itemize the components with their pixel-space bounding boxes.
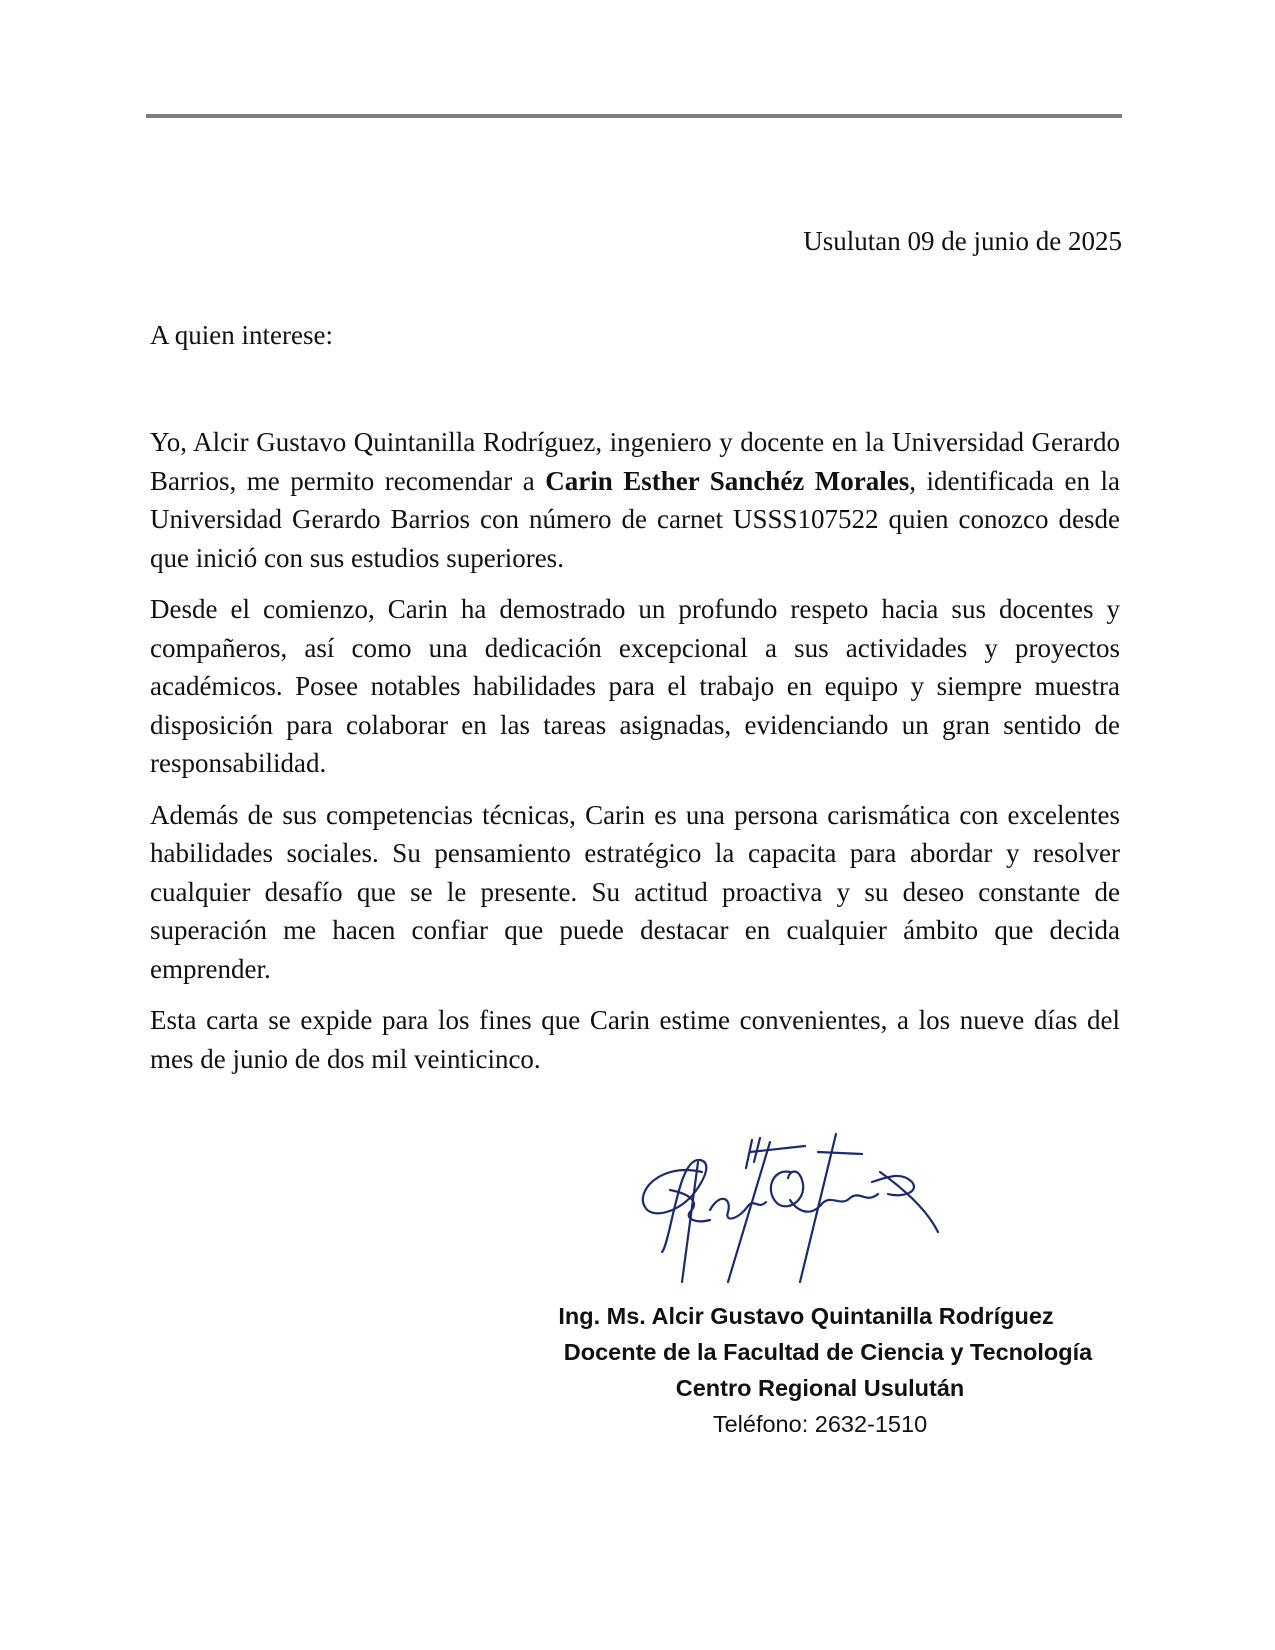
signer-name: Ing. Ms. Alcir Gustavo Quintanilla Rodríguez xyxy=(558,1303,1054,1329)
salutation: A quien interese: xyxy=(150,320,333,350)
handwritten-signature xyxy=(640,1132,970,1302)
signer-role: Docente de la Facultad de Ciencia y Tecnología xyxy=(563,1339,1093,1365)
signer-center: Centro Regional Usulután xyxy=(675,1375,965,1401)
letter-body xyxy=(150,423,1120,1091)
paragraph-competencies: Además de sus competencias técnicas, Carin es una persona carismática con excelentes habilidades sociales. Su pensamiento estratégico la capacita para abordar y resolver cualquier desafío que se le presente. Su actitud proactiva y su deseo constante de superación me hacen confiar que puede destacar en cualquier ámbito que decida emprender. xyxy=(150,799,1120,984)
paragraph-qualities: Desde el comienzo, Carin ha demostrado un profundo respeto hacia sus docentes y compañeros, así como una dedicación excepcional a sus actividades y proyectos académicos. Posee notables habilidades para el trabajo en equipo y siempre muestra disposición para colaborar en las tareas asignadas, evidenciando un gran sentido de responsabilidad. xyxy=(150,594,1120,778)
signer-phone: Teléfono: 2632-1510 xyxy=(712,1411,928,1437)
paragraph-introduction: Yo, Alcir Gustavo Quintanilla Rodríguez, ingeniero y docente en la Universidad Gerardo Barrios, me permito recomendar a Carin Esther Sanchéz Morales, identificada en la Universidad Gerardo Barrios con número de carnet USSS107522 quien conozco desde que inició con sus estudios superiores. xyxy=(150,427,1121,573)
signature-block xyxy=(520,1298,1120,1442)
header-rule xyxy=(146,114,1122,118)
paragraph-closing: Esta carta se expide para los fines que Carin estime convenientes, a los nueve días del mes de junio de dos mil veinticinco. xyxy=(150,1005,1120,1074)
student-name: Carin Esther Sanchéz Morales xyxy=(545,465,910,496)
letter-date: Usulutan 09 de junio de 2025 xyxy=(803,226,1122,256)
